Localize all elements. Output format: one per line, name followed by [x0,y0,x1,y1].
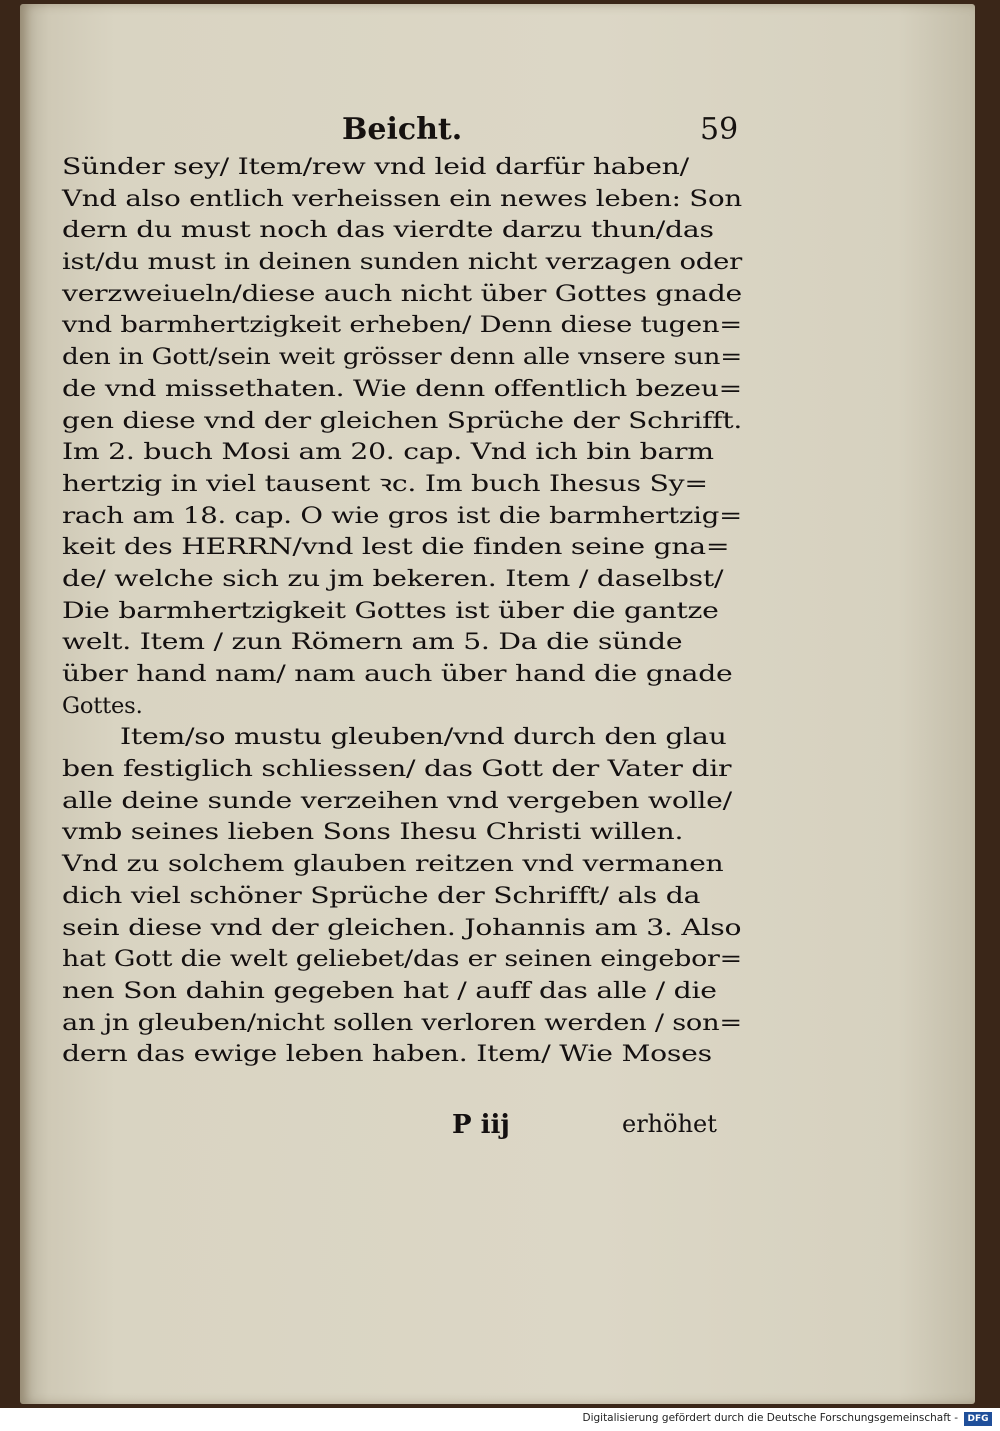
signature-mark: P iij [452,1110,510,1140]
text-line: hat Gott die welt geliebet/das er seinen eingebor= [62,946,742,973]
dfg-logo-icon: DFG [964,1412,992,1426]
text-line: nen Son dahin gegeben hat / auff das alle / die [62,977,717,1004]
text-line: Im 2. buch Mosi am 20. cap. Vnd ich bin barm [62,439,714,466]
text-line: hertzig in viel tausent ꝛc. Im buch Ihesus Sy= [62,470,708,497]
text-line: alle deine sunde verzeihen vnd vergeben wolle/ [62,787,732,814]
text-line: an jn gleuben/nicht sollen verloren werden / son= [62,1009,742,1036]
text-line: keit des HERRN/vnd lest die finden seine gna= [62,534,730,561]
text-line: dern das ewige leben haben. Item/ Wie Moses [62,1041,712,1068]
text-line: über hand nam/ nam auch über hand die gnade [62,661,733,687]
text-line: sein diese vnd der gleichen. Johannis am 3. Also [62,914,742,941]
text-line: Die barmhertzigkeit Gottes ist über die gantze [62,597,719,624]
text-line: dich viel schöner Sprüche der Schrifft/ als da [62,882,701,909]
text-line: rach am 18. cap. O wie gros ist die barmhertzig= [62,502,743,529]
text-line: gen diese vnd der gleichen Sprüche der Schrifft. [62,407,742,434]
page-number: 59 [700,112,739,147]
body-text [62,152,742,1071]
text-line: verzweiueln/diese auch nicht über Gottes gnade [62,280,742,307]
text-line: vmb seines lieben Sons Ihesu Christi willen. [62,819,684,846]
credit-text: Digitalisierung gefördert durch die Deutsche Forschungsgemeinschaft - [582,1412,958,1424]
text-line: de vnd missethaten. Wie denn offentlich bezeu= [62,375,742,402]
text-line: Sünder sey/ Item/rew vnd leid darfür haben/ [62,154,689,180]
text-line: Vnd also entlich verheissen ein newes leben: Son [62,185,742,212]
catchword: erhöhet [622,1110,717,1138]
running-title: Beicht. [342,112,463,147]
page-header [20,112,975,152]
text-line: dern du must noch das vierdte darzu thun/das [62,217,714,244]
text-line: de/ welche sich zu jm bekeren. Item / daselbst/ [62,565,724,592]
text-line: den in Gott/sein weit grösser denn alle vnsere sun= [62,344,742,371]
book-page [20,4,975,1404]
page-footer [20,1104,975,1144]
text-line: vnd barmhertzigkeit erheben/ Denn diese tugen= [62,312,742,339]
text-line: ben festiglich schliessen/ das Gott der Vater dir [62,756,732,783]
text-line: welt. Item / zun Römern am 5. Da die sünde [62,629,683,656]
text-line: Gottes. [62,692,143,719]
text-line: Item/so mustu gleuben/vnd durch den glau [120,724,727,751]
text-line: Vnd zu solchem glauben reitzen vnd vermanen [62,851,724,878]
text-line: ist/du must in deinen sunden nicht verzagen oder [62,249,742,276]
credit-bar [0,1408,1000,1431]
